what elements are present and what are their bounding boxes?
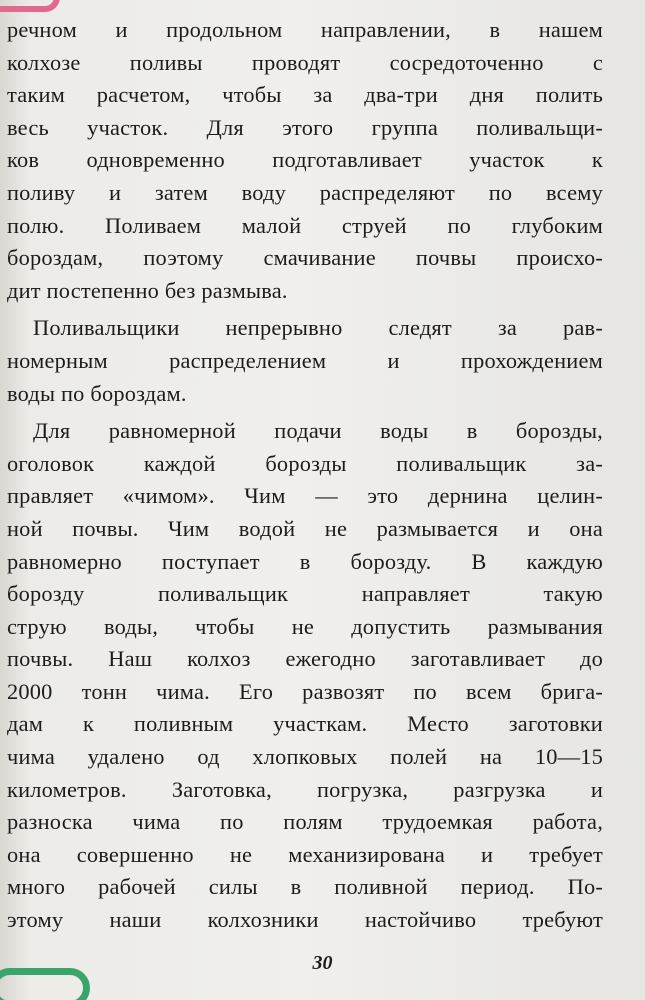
text-line: воды по бороздам. — [7, 380, 187, 406]
text-line: речном и продольном направлении, в нашем — [7, 17, 603, 42]
text-line: колхозе поливы проводят сосредоточенно с — [7, 49, 603, 75]
paragraph-2 — [7, 312, 603, 410]
text-line: чима удалено од хлопковых полей на 10—15 — [7, 744, 603, 770]
text-line: поливу и затем воду распределяют по всему — [7, 179, 603, 205]
text-line: ной почвы. Чим водой не размывается и она — [7, 515, 603, 541]
text-line: 2000 тонн чима. Его развозят по всем брига- — [7, 678, 603, 704]
text-line: почвы. Наш колхоз ежегодно заготавливает до — [7, 646, 603, 672]
text-line: Для равномерной подачи воды в борозды, — [33, 418, 603, 444]
text-line: дит постепенно без размыва. — [7, 277, 288, 303]
text-line: полю. Поливаем малой струей по глубоким — [7, 212, 603, 238]
text-line: этому наши колхозники настойчиво требуют — [7, 907, 603, 933]
text-line: бороздам, поэтому смачивание почвы происхо- — [7, 245, 603, 271]
text-line: дам к поливным участкам. Место заготовки — [7, 711, 603, 737]
text-line: она совершенно не механизирована и требует — [7, 841, 603, 867]
text-line: таким расчетом, чтобы за два-три дня полить — [7, 82, 603, 108]
body-text — [7, 14, 603, 937]
text-line: разноска чима по полям трудоемкая работа, — [7, 809, 603, 835]
text-line: струю воды, чтобы не допустить размывания — [7, 613, 603, 639]
page-number: 30 — [312, 952, 333, 974]
pink-paper-clip — [0, 0, 60, 12]
text-line: много рабочей силы в поливной период. По- — [7, 874, 603, 900]
text-line: номерным распределением и прохождением — [7, 347, 603, 373]
text-line: борозду поливальщик направляет такую — [7, 581, 603, 607]
paragraph-1 — [7, 14, 603, 307]
text-line: Поливальщики непрерывно следят за рав- — [33, 315, 603, 341]
paragraph-3 — [7, 415, 603, 937]
text-line: километров. Заготовка, погрузка, разгрузка и — [7, 776, 603, 802]
text-line: весь участок. Для этого группа поливальщи- — [7, 114, 603, 140]
text-line: ков одновременно подготавливает участок к — [7, 147, 603, 173]
text-line: правляет «чимом». Чим — это дернина целин- — [7, 483, 603, 509]
text-line: равномерно поступает в борозду. В каждую — [7, 548, 603, 574]
text-line: оголовок каждой борозды поливальщик за- — [7, 450, 603, 476]
